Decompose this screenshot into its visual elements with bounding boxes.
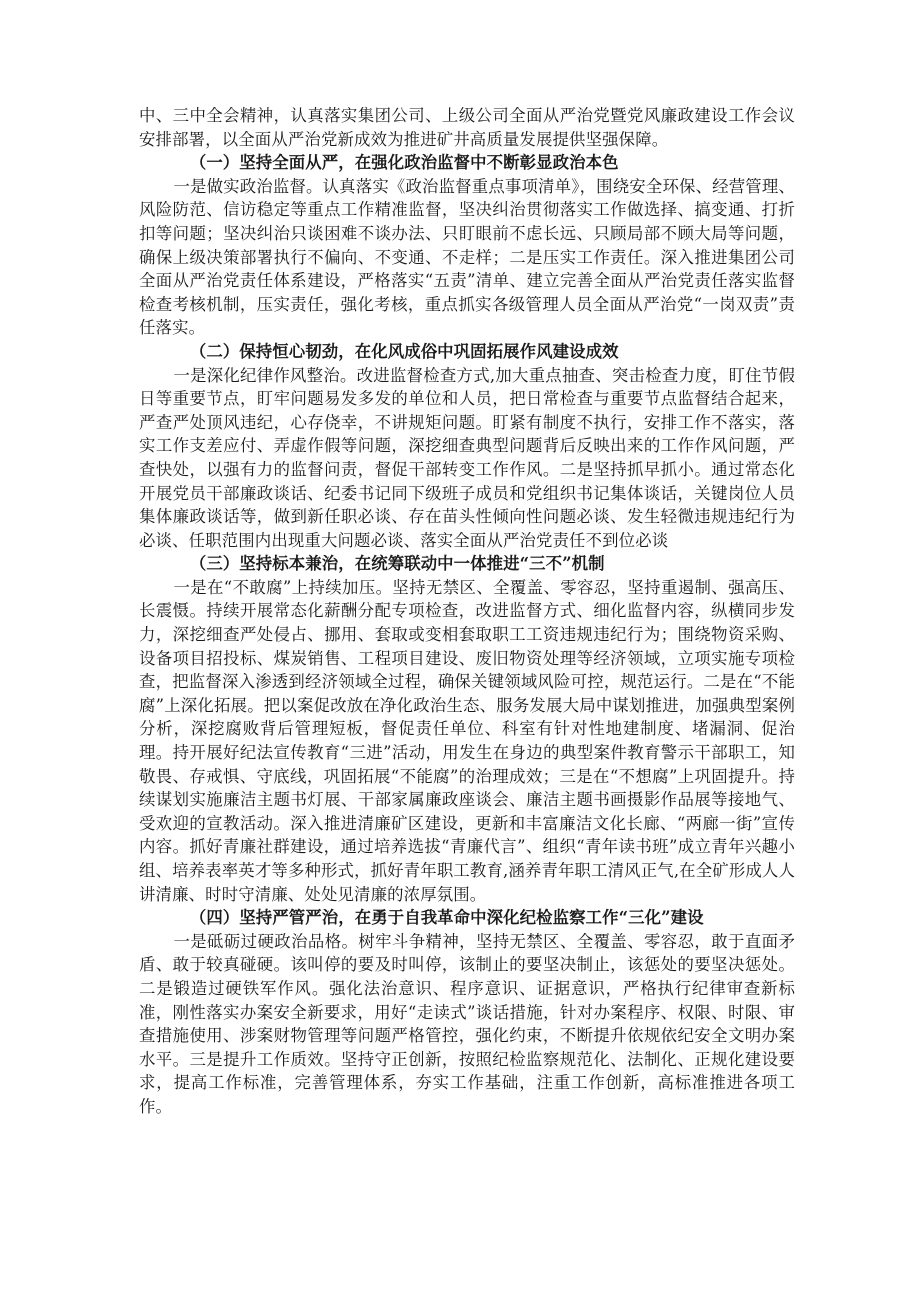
section-3-body: 一是在“不敢腐”上持续加压。坚持无禁区、全覆盖、零容忍，坚持重遏制、强高压、长震慑。持续开展常态化薪酬分配专项检查，改进监督方式、细化监督内容，纵横同步发力，深挖细查严处侵占、挪用、套取或变相套取职工工资违规违纪行为；围绕物资采购、设备项目招投标、煤炭销售、工程项目建设、废旧物资处理等经济领域，立项实施专项检查，把监督深入渗透到经济领域全过程，确保关键领域风险可控，规范运行。二是在“不能腐”上深化拓展。把以案促改放在净化政治生态、服务发展大局中谋划推进，加强典型案例分析，深挖腐败背后管理短板，督促责任单位、科室有针对性地建制度、堵漏洞、促治理。持开展好纪法宣传教育“三进”活动，用发生在身边的典型案件教育警示干部职工，知敬畏、存戒惧、守底线，巩固拓展“不能腐”的治理成效；三是在“不想腐”上巩固提升。持续谋划实施廉洁主题书灯展、干部家属廉政座谈会、廉洁主题书画摄影作品展等接地气、受欢迎的宣教活动。深入推进清廉矿区建设，更新和丰富廉洁文化长廊、“两廊一街”宣传内容。抓好青廉社群建设，通过培养选拔“青廉代言”、组织“青年读书班”成立青年兴趣小组、培养表率英才等多种形式，抓好青年职工教育,涵养青年职工清风正气,在全矿形成人人讲清廉、时时守清廉、处处见清廉的浓厚氛围。 xyxy=(139,577,795,904)
section-4-heading: （四）坚持严管严治，在勇于自我革命中深化纪检监察工作“三化”建设 xyxy=(189,908,704,928)
section-1-heading: （一）坚持全面从严，在强化政治监督中不断彰显政治本色 xyxy=(189,153,619,173)
section-4-body: 一是砥砺过硬政治品格。树牢斗争精神，坚持无禁区、全覆盖、零容忍，敢于直面矛盾、敢于较真碰硬。该叫停的要及时叫停，该制止的要坚决制止，该惩处的要坚决惩处。二是锻造过硬铁军作风。强化法治意识、程序意识、证据意识，严格执行纪律审查新标准，刚性落实办案安全新要求，用好“走读式”谈话措施，针对办案程序、权限、时限、审查措施使用、涉案财物管理等问题严格管控，强化约束，不断提升依规依纪安全文明办案水平。三是提升工作质效。坚持守正创新，按照纪检监察规范化、法制化、正规化建设要求，提高工作标准，完善管理体系，夯实工作基础，注重工作创新，高标准推进各项工作。 xyxy=(139,931,795,1116)
section-3-heading: （三）坚持标本兼治，在统筹联动中一体推进“三不”机制 xyxy=(189,554,605,574)
section-1-body: 一是做实政治监督。认真落实《政治监督重点事项清单》，围绕安全环保、经营管理、风险防范、信访稳定等重点工作精准监督，坚决纠治贯彻落实工作做选择、搞变通、打折扣等问题；坚决纠治只谈困难不谈办法、只盯眼前不虑长远、只顾局部不顾大局等问题，确保上级决策部署执行不偏向、不变通、不走样；二是压实工作责任。深入推进集团公司全面从严治党责任体系建设，严格落实“五责”清单、建立完善全面从严治党责任落实监督检查考核机制，压实责任，强化考核，重点抓实各级管理人员全面从严治党“一岗双责”责任落实。 xyxy=(139,176,795,338)
section-2-heading: （二）保持恒心韧劲，在化风成俗中巩固拓展作风建设成效 xyxy=(189,341,619,361)
section-2-body: 一是深化纪律作风整治。改进监督检查方式,加大重点抽查、突击检查力度，盯住节假日等重要节点，盯牢问题易发多发的单位和人员，把日常检查与重要节点监督结合起来，严查严处顶风违纪，心存侥幸，不讲规矩问题。盯紧有制度不执行，安排工作不落实，落实工作支差应付、弄虚作假等问题，深挖细查典型问题背后反映出来的工作作风问题，严查快处，以强有力的监督问责，督促干部转变工作作风。二是坚持抓早抓小。通过常态化开展党员干部廉政谈话、纪委书记同下级班子成员和党组织书记集体谈话，关键岗位人员集体廉政谈话等，做到新任职必谈、存在苗头性倾向性问题必谈、发生轻微违规违纪行为必谈、任职范围内出现重大问题必谈、落实全面从严治党责任不到位必谈 xyxy=(139,365,795,550)
document-page xyxy=(139,104,795,1119)
intro-paragraph: 中、三中全会精神，认真落实集团公司、上级公司全面从严治党暨党风廉政建设工作会议安排部署，以全面从严治党新成效为推进矿井高质量发展提供坚强保障。 xyxy=(139,106,795,149)
